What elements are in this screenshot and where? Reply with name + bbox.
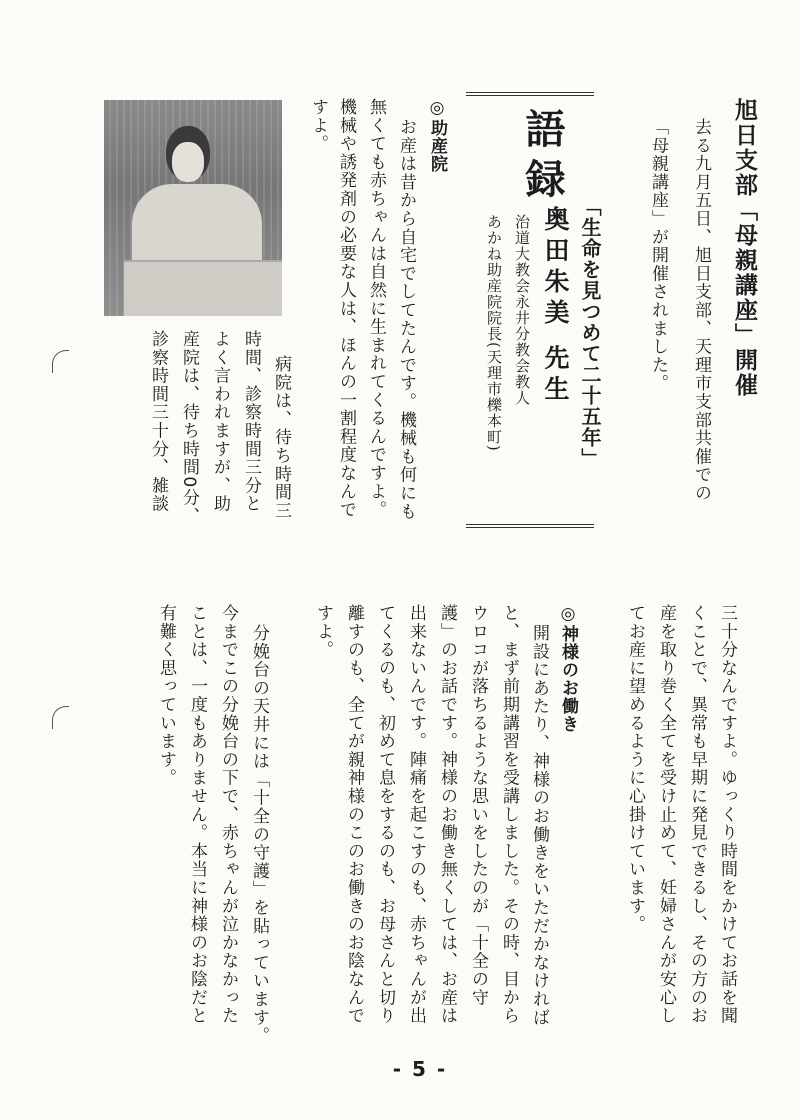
josanin-photo-line-4: 産院は、待ち時間0分、 (179, 330, 199, 526)
speaker-affiliation-1: 治道大教会永井分教会教人 (513, 214, 531, 406)
closing-line-4: 有難く思っています。 (156, 604, 176, 787)
kamisama-line-3: ウロコが落ちるような思いをしたのが「十全の守 (468, 604, 488, 1007)
josanin-line-4: すよ。 (308, 98, 328, 153)
kamisama-line-7: 離すのも、全てが親神様のこのお働きのお陰なんで (344, 604, 364, 1025)
josanin-line-1: お産は昔から自宅でしてたんです。機械も何にも (396, 118, 416, 521)
intro-line-1: 去る九月五日、旭日支部、天理市支部共催での (691, 118, 711, 503)
kamisama-line-5: 出来ないんです。陣痛を起こすのも、赤ちゃんが出 (406, 604, 426, 1025)
section-heading-josanin: ◎助産院 (427, 98, 447, 173)
josanin-photo-line-5: 診察時間三十分、雑談 (148, 330, 168, 513)
speaker-name: 奥田朱美 先生 (541, 206, 570, 407)
binder-ring-bottom (52, 706, 69, 729)
binder-ring-top (52, 350, 69, 373)
josanin-cont-line-2: くことで、異常も早期に発見できるし、その方のお (687, 604, 707, 1025)
josanin-photo-line-3: よく言われますが、助 (210, 330, 230, 513)
kamisama-line-4: 護」のお話です。神様のお働き無くしては、お産は (437, 604, 457, 1025)
kamisama-line-2: と、まず前期講習を受講しました。その時、目から (499, 604, 519, 1025)
section-heading-kamisama: ◎神様のお働き (558, 604, 578, 733)
page-number: - 5 - (392, 1057, 448, 1081)
kamisama-line-1: 開設にあたり、神様のお働きをいただかなければ (529, 624, 549, 1027)
speaker-affiliation-2: あかね助産院院長(天理市櫟本町) (485, 214, 503, 452)
kamisama-line-8: すよ。 (313, 604, 333, 659)
closing-line-1: 分娩台の天井には「十全の守護」を貼っています。 (249, 624, 269, 1045)
josanin-line-3: 機械や誘発剤の必要な人は、ほんの一割程度なんで (336, 98, 356, 519)
josanin-cont-line-3: 産を取り巻く全てを受け止めて、妊婦さんが安心し (656, 604, 676, 1025)
josanin-photo-line-1: 病院は、待ち時間三 (271, 355, 291, 520)
josanin-cont-line-4: てお産に望めるように心掛けています。 (625, 604, 645, 934)
article-heading: 旭日支部「母親講座」開催 (731, 98, 757, 398)
goroku-title: 語録 (519, 108, 566, 208)
closing-line-3: ことは、一度もありません。本当に神様のお陰だと (187, 604, 207, 1025)
lecture-title: 「生命を見つめて二十五年」 (578, 196, 602, 469)
josanin-cont-line-1: 三十分なんですよ。ゆっくり時間をかけてお話を聞 (717, 604, 737, 1025)
josanin-photo-line-2: 時間、診察時間三分と (241, 330, 261, 513)
closing-line-2: 今までこの分娩台の下で、赤ちゃんが泣かなかった (218, 604, 238, 1025)
speaker-photo (104, 100, 282, 316)
kamisama-line-6: てくるのも、初めて息をするのも、お母さんと切り (375, 604, 395, 1025)
josanin-line-2: 無くても赤ちゃんは自然に生まれてくるんですよ。 (366, 98, 386, 519)
intro-line-2: 「母親講座」が開催されました。 (648, 118, 668, 393)
